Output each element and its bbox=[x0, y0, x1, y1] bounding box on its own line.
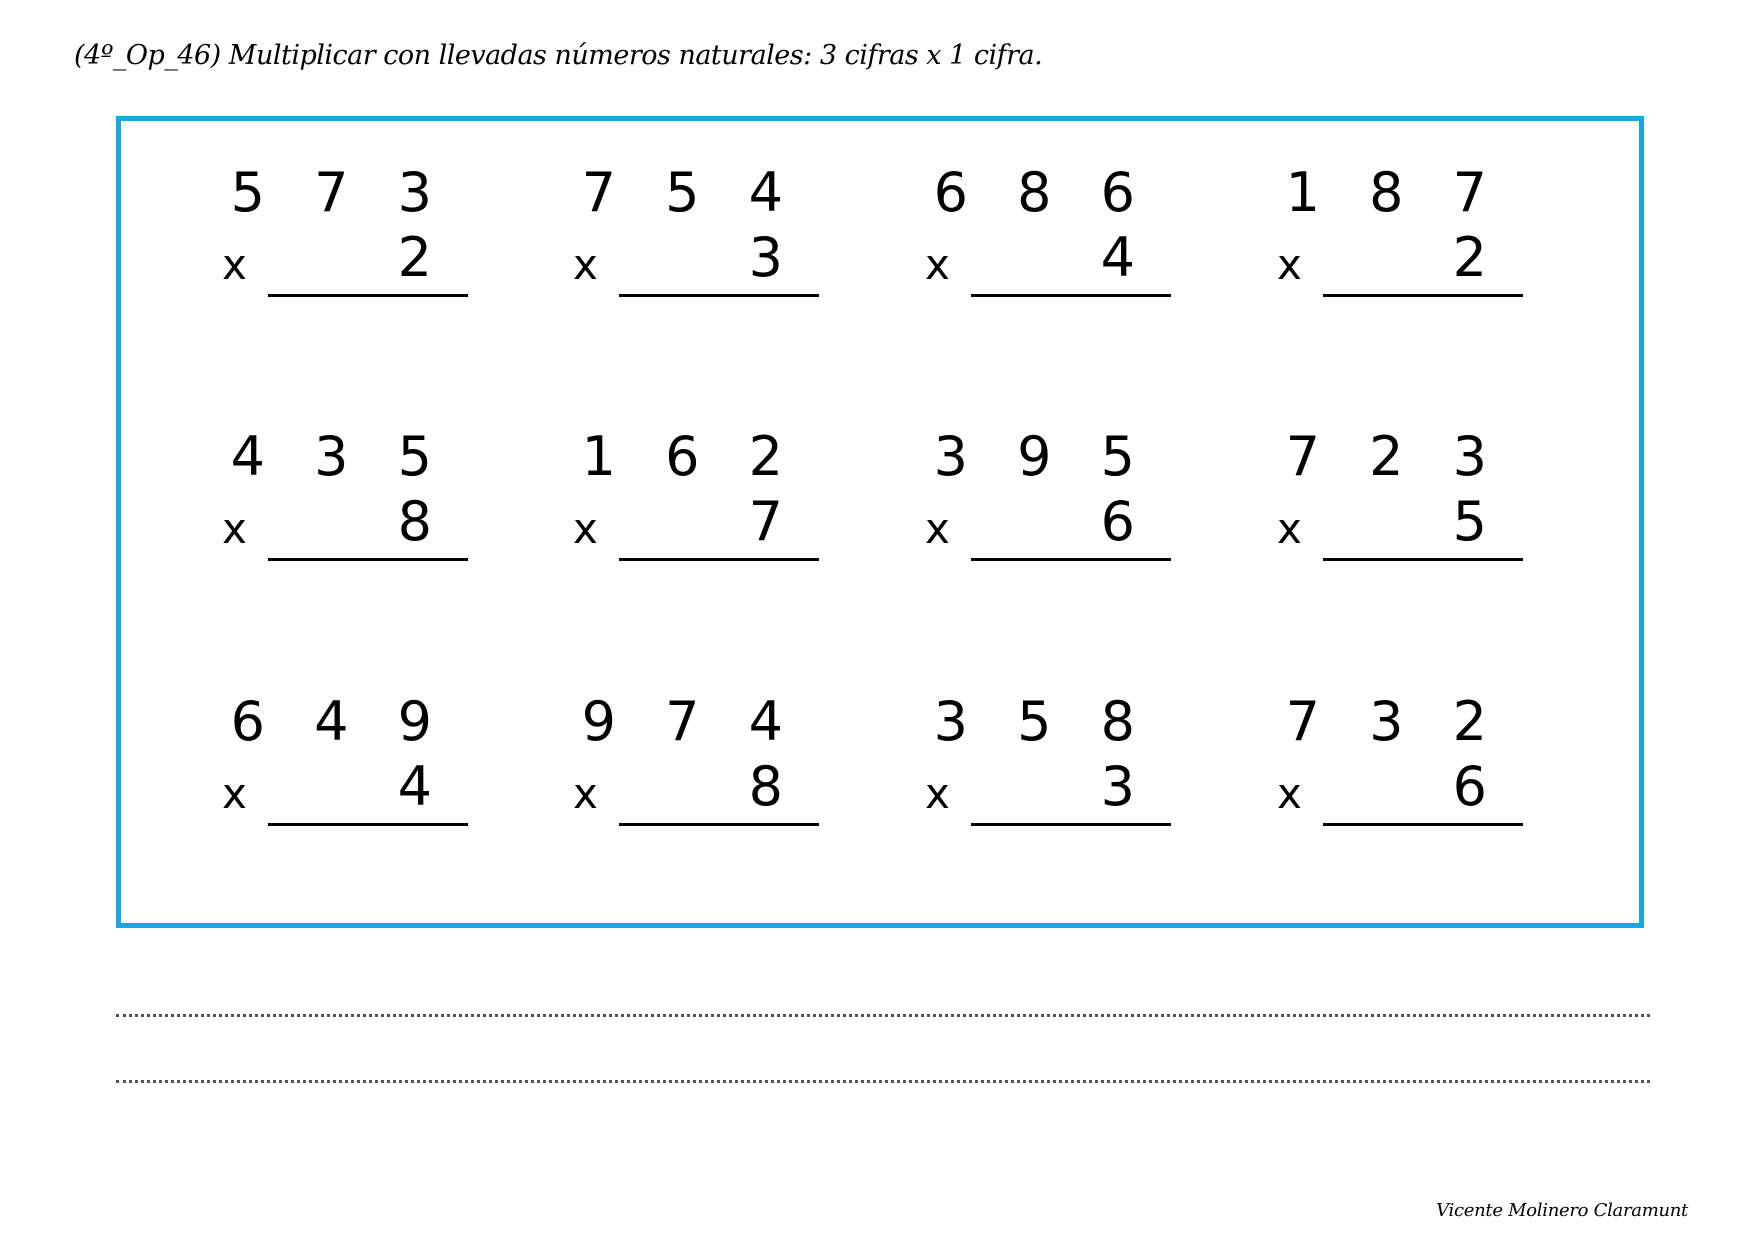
answer-line[interactable] bbox=[1323, 558, 1523, 561]
multiply-sign: x bbox=[1277, 769, 1302, 818]
multiplication-problem bbox=[573, 425, 813, 570]
answer-line[interactable] bbox=[619, 558, 819, 561]
multiplier: 6 bbox=[1100, 490, 1135, 553]
multiplicand: 3 9 5 bbox=[933, 425, 1151, 488]
multiply-sign: x bbox=[573, 504, 598, 553]
multiply-sign: x bbox=[925, 504, 950, 553]
multiplier: 8 bbox=[397, 490, 432, 553]
multiplier: 4 bbox=[397, 755, 432, 818]
multiplication-problem bbox=[222, 425, 462, 570]
answer-line[interactable] bbox=[971, 294, 1171, 297]
multiplier: 2 bbox=[397, 226, 432, 289]
multiplier: 8 bbox=[748, 755, 783, 818]
multiply-sign: x bbox=[925, 240, 950, 289]
multiplication-problem bbox=[925, 690, 1165, 835]
multiplicand: 6 8 6 bbox=[933, 161, 1151, 224]
multiplication-problem bbox=[573, 690, 813, 835]
multiply-sign: x bbox=[1277, 240, 1302, 289]
answer-line[interactable] bbox=[268, 558, 468, 561]
multiply-sign: x bbox=[222, 504, 247, 553]
multiplicand: 6 4 9 bbox=[230, 690, 448, 753]
author-credit: Vicente Molinero Claramunt bbox=[1436, 1200, 1688, 1221]
multiplicand: 3 5 8 bbox=[933, 690, 1151, 753]
multiplicand: 7 2 3 bbox=[1285, 425, 1503, 488]
multiplier: 6 bbox=[1452, 755, 1487, 818]
multiplicand: 7 5 4 bbox=[581, 161, 799, 224]
multiplication-problem bbox=[925, 425, 1165, 570]
answer-line[interactable] bbox=[971, 823, 1171, 826]
answer-line[interactable] bbox=[971, 558, 1171, 561]
multiplication-problem bbox=[1277, 425, 1517, 570]
writing-line[interactable] bbox=[116, 1014, 1650, 1017]
answer-line[interactable] bbox=[1323, 823, 1523, 826]
multiplication-problem bbox=[222, 161, 462, 306]
answer-line[interactable] bbox=[619, 823, 819, 826]
multiplier: 4 bbox=[1100, 226, 1135, 289]
answer-line[interactable] bbox=[619, 294, 819, 297]
multiplier: 7 bbox=[748, 490, 783, 553]
multiplication-problem bbox=[573, 161, 813, 306]
multiply-sign: x bbox=[1277, 504, 1302, 553]
multiplier: 3 bbox=[1100, 755, 1135, 818]
answer-line[interactable] bbox=[268, 823, 468, 826]
multiplication-problem bbox=[925, 161, 1165, 306]
multiply-sign: x bbox=[573, 240, 598, 289]
multiplier: 3 bbox=[748, 226, 783, 289]
multiplication-problem bbox=[1277, 161, 1517, 306]
multiply-sign: x bbox=[222, 240, 247, 289]
multiplicand: 1 8 7 bbox=[1285, 161, 1503, 224]
multiplicand: 9 7 4 bbox=[581, 690, 799, 753]
multiplier: 2 bbox=[1452, 226, 1487, 289]
multiplicand: 5 7 3 bbox=[230, 161, 448, 224]
multiplication-problem bbox=[222, 690, 462, 835]
multiplicand: 4 3 5 bbox=[230, 425, 448, 488]
writing-line[interactable] bbox=[116, 1080, 1650, 1083]
multiplicand: 1 6 2 bbox=[581, 425, 799, 488]
worksheet-title: (4º_Op_46) Multiplicar con llevadas números naturales: 3 cifras x 1 cifra. bbox=[74, 40, 1043, 71]
multiplicand: 7 3 2 bbox=[1285, 690, 1503, 753]
multiplication-problem bbox=[1277, 690, 1517, 835]
answer-line[interactable] bbox=[268, 294, 468, 297]
answer-line[interactable] bbox=[1323, 294, 1523, 297]
multiply-sign: x bbox=[925, 769, 950, 818]
multiplier: 5 bbox=[1452, 490, 1487, 553]
multiply-sign: x bbox=[573, 769, 598, 818]
multiply-sign: x bbox=[222, 769, 247, 818]
